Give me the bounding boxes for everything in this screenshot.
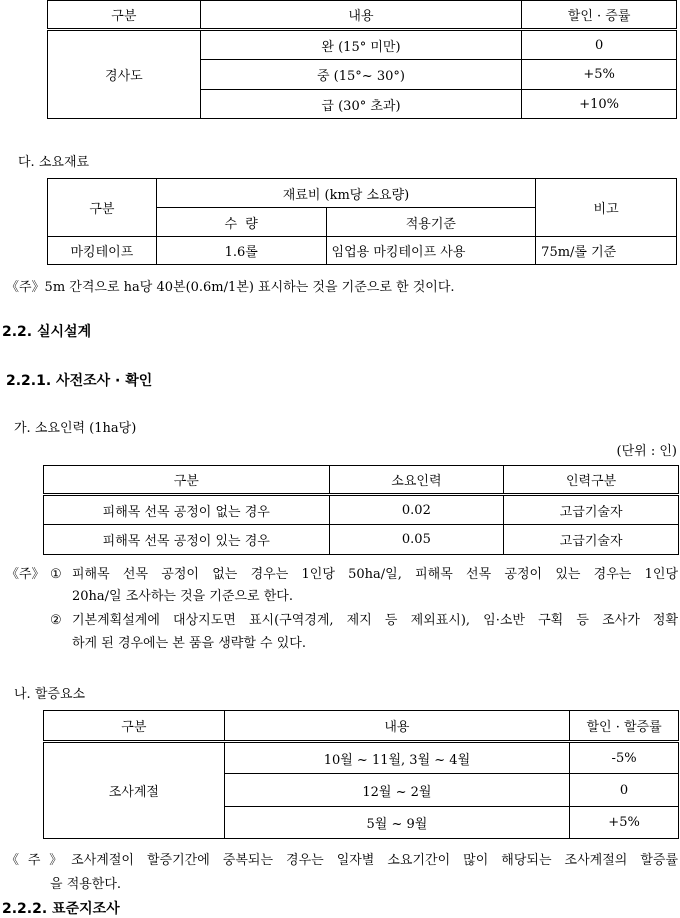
table-header: 구분 — [48, 179, 157, 237]
table-cell: 고급기술자 — [504, 495, 679, 525]
table-header: 내용 — [224, 711, 569, 742]
table-header: 소요인력 — [329, 466, 504, 495]
table-cell: 0 — [570, 774, 679, 807]
table-cell: 5월 ~ 9월 — [224, 807, 569, 839]
table-header: 구분 — [44, 466, 330, 495]
section-title: 가. 소요인력 (1ha당) — [14, 421, 137, 436]
table-header: 구분 — [48, 1, 201, 30]
material-table — [47, 178, 677, 265]
table-header: 적용기준 — [326, 208, 536, 237]
row-label: 경사도 — [48, 30, 201, 119]
footnote: 《주》5m 간격으로 ha당 40본(0.6m/1본) 표시하는 것을 기준으로 한 것이다. — [6, 280, 455, 295]
table-cell: 0 — [522, 30, 677, 60]
footnote-line: 《주》조사계절이 할증기간에 중복되는 경우는 일자별 소요기간이 많이 해당되는 조사계절의 할증률 — [6, 853, 678, 868]
table-header: 재료비 (km당 소요량) — [156, 179, 535, 208]
table-header: 구분 — [44, 711, 225, 742]
manpower-table — [43, 465, 679, 555]
heading: 2.2. 실시설계 — [2, 324, 92, 340]
table-cell: +10% — [522, 90, 677, 119]
footnote-line: 을 적용한다. — [50, 877, 122, 892]
table-cell: -5% — [570, 742, 679, 774]
table-header: 내용 — [200, 1, 521, 30]
section-title: 나. 할증요소 — [14, 687, 86, 702]
table-header: 할인 · 할증률 — [570, 711, 679, 742]
table-cell: 중 (15°~ 30°) — [200, 60, 521, 90]
table-cell: 마킹테이프 — [48, 237, 157, 265]
footnote-prefix: 《주》 — [6, 567, 45, 582]
table-cell: 75m/롤 기준 — [536, 237, 677, 265]
table-cell: 고급기술자 — [504, 525, 679, 555]
heading: 2.2.1. 사전조사 · 확인 — [6, 373, 153, 389]
slope-table — [47, 0, 677, 119]
table-cell: 0.02 — [329, 495, 504, 525]
table-cell: 1.6롤 — [156, 237, 326, 265]
section-title: 다. 소요재료 — [18, 155, 90, 170]
table-cell: 피해목 선목 공정이 있는 경우 — [44, 525, 330, 555]
table-cell: +5% — [522, 60, 677, 90]
unit-label: (단위 : 인) — [616, 444, 677, 459]
table-cell: +5% — [570, 807, 679, 839]
table-cell: 10월 ~ 11월, 3월 ~ 4월 — [224, 742, 569, 774]
table-header: 인력구분 — [504, 466, 679, 495]
table-header: 비고 — [536, 179, 677, 237]
season-table — [43, 710, 679, 839]
row-label: 조사계절 — [44, 742, 225, 839]
footnote-num: ② — [50, 613, 62, 628]
table-header: 수 량 — [156, 208, 326, 237]
heading: 2.2.2. 표준지조사 — [2, 901, 120, 917]
footnote-line: 20ha/일 조사하는 것을 기준으로 한다. — [72, 589, 293, 604]
table-cell: 임업용 마킹테이프 사용 — [326, 237, 536, 265]
footnote-line: 피해목 선목 공정이 없는 경우는 1인당 50ha/일, 피해목 선목 공정이 있는 경우는 1인당 — [72, 567, 678, 582]
footnote-num: ① — [50, 567, 62, 582]
footnote-line: 하게 된 경우에는 본 품을 생략할 수 있다. — [72, 636, 306, 651]
table-cell: 0.05 — [329, 525, 504, 555]
table-cell: 12월 ~ 2월 — [224, 774, 569, 807]
table-header: 할인 · 증률 — [522, 1, 677, 30]
table-cell: 급 (30° 초과) — [200, 90, 521, 119]
table-cell: 완 (15° 미만) — [200, 30, 521, 60]
footnote-line: 기본계획설계에 대상지도면 표시(구역경계, 제지 등 제외표시), 임·소반 구획 등 조사가 정확 — [72, 613, 678, 628]
table-cell: 피해목 선목 공정이 없는 경우 — [44, 495, 330, 525]
